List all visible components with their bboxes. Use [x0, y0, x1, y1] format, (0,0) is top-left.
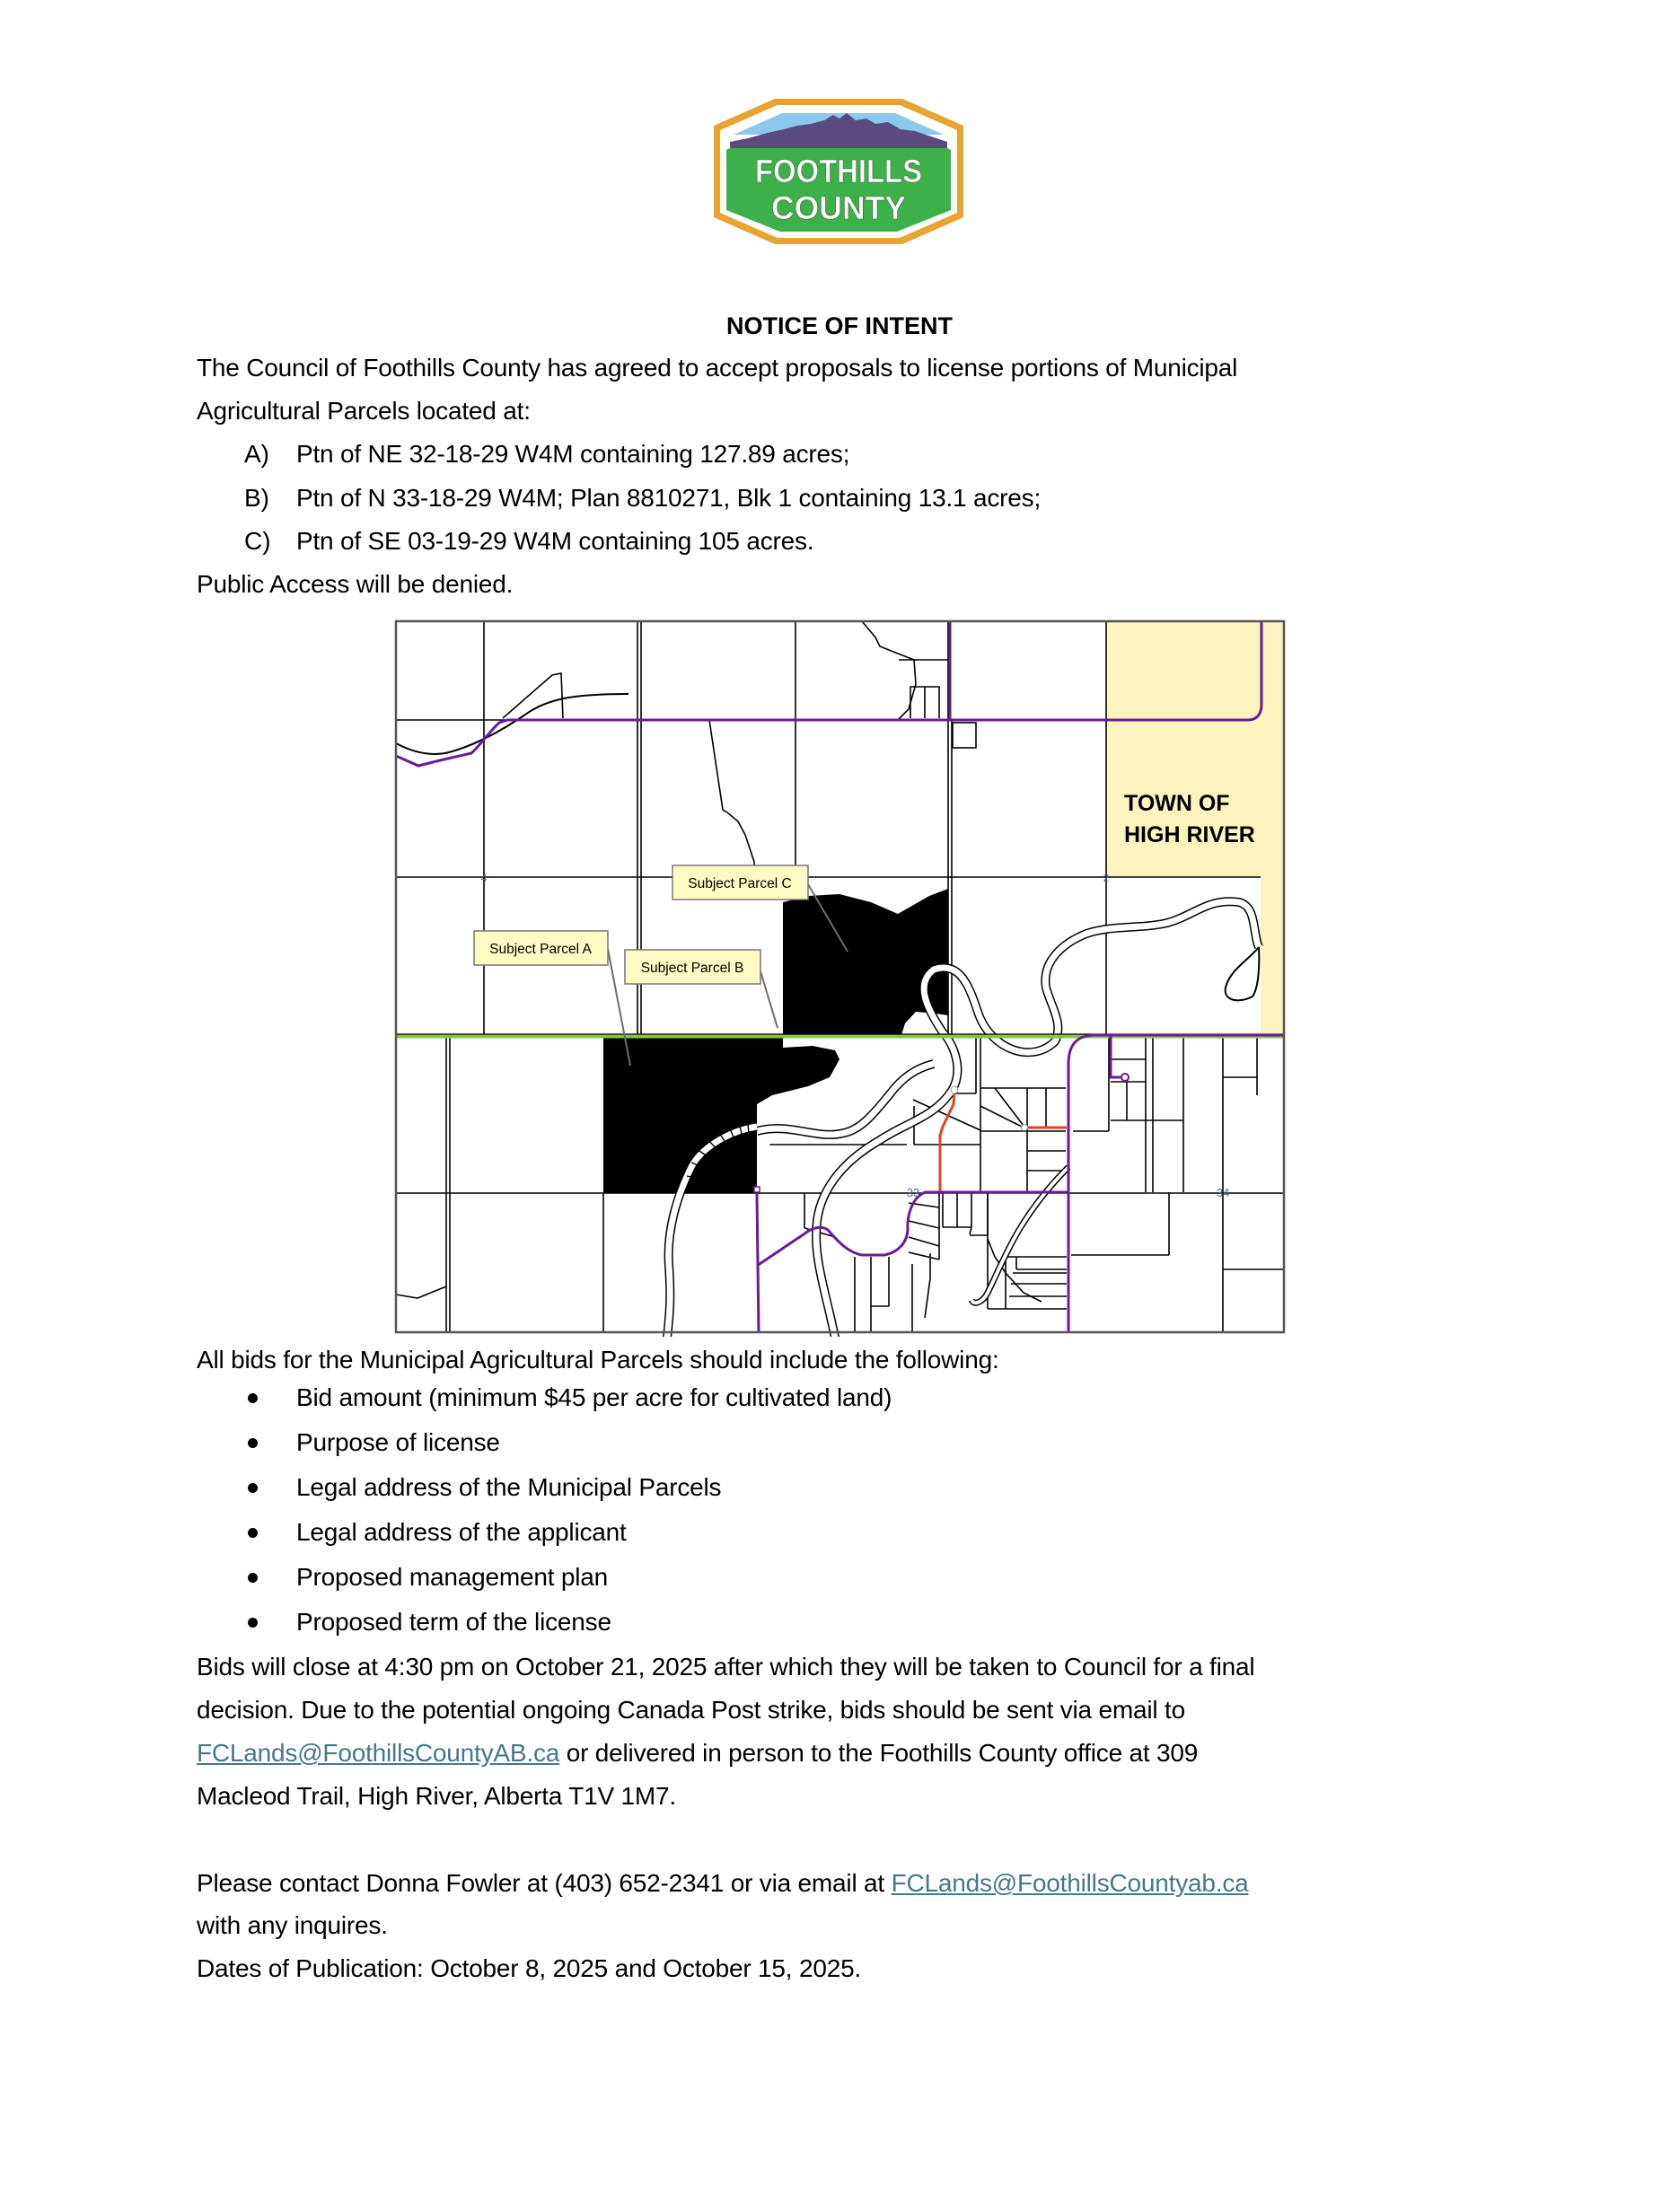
closing-line-2: decision. Due to the potential ongoing Canada Post strike, bids should be sent via email to — [197, 1696, 1185, 1724]
page-title: NOTICE OF INTENT — [726, 312, 953, 339]
bids-intro: All bids for the Municipal Agricultural Parcels should include the following: — [197, 1346, 999, 1374]
contact-line-1 — [197, 1868, 1249, 1899]
bullet-icon — [248, 1438, 258, 1448]
parcel-a-shape — [603, 1035, 757, 1193]
parcel-text-c: Ptn of SE 03-19-29 W4M containing 105 acres. — [296, 527, 814, 555]
requirement-item: Proposed term of the license — [296, 1608, 611, 1636]
bullet-icon — [248, 1483, 258, 1493]
section-number-33: 33 — [906, 1186, 920, 1199]
requirement-item: Legal address of the applicant — [296, 1518, 627, 1546]
callout-parcel-b-label: Subject Parcel B — [640, 961, 744, 976]
parcel-text-a: Ptn of NE 32-18-29 W4M containing 127.89 acres; — [296, 440, 850, 468]
intro-line-2: Agricultural Parcels located at: — [197, 397, 531, 425]
intro-line-1: The Council of Foothills County has agreed to accept proposals to license portions of Municipal — [197, 354, 1238, 382]
parcel-marker-c: C) — [244, 527, 271, 555]
town-label-line1: TOWN OF — [1124, 791, 1230, 816]
closing-line-3 — [197, 1738, 1198, 1769]
callout-parcel-c-label: Subject Parcel C — [688, 876, 792, 891]
bullet-icon — [248, 1573, 258, 1583]
contact-text: Please contact Donna Fowler at (403) 652-2341 or via email at — [197, 1869, 892, 1897]
closing-line-1: Bids will close at 4:30 pm on October 21, 2025 after which they will be taken to Council for a final — [197, 1653, 1255, 1681]
closing-line-3-text: or delivered in person to the Foothills County office at 309 — [559, 1739, 1199, 1767]
email-link-bids[interactable]: FCLands@FoothillsCountyAB.ca — [197, 1739, 560, 1767]
bullet-icon — [248, 1393, 258, 1403]
section-number-4: 4 — [480, 872, 488, 884]
closing-line-4: Macleod Trail, High River, Alberta T1V 1M7. — [197, 1782, 677, 1810]
requirement-item: Proposed management plan — [296, 1563, 608, 1591]
logo-text-line1: FOOTHILLS — [755, 153, 922, 189]
foothills-county-logo — [712, 97, 965, 246]
parcel-text-b: Ptn of N 33-18-29 W4M; Plan 8810271, Blk 1 containing 13.1 acres; — [296, 484, 1042, 512]
contact-line-2: with any inquires. — [197, 1911, 388, 1939]
email-link-contact[interactable]: FCLands@FoothillsCountyab.ca — [891, 1869, 1249, 1897]
callout-parcel-b — [625, 950, 760, 984]
parcel-marker-a: A) — [244, 440, 269, 468]
bullet-icon — [248, 1528, 258, 1538]
section-number-34: 34 — [1216, 1186, 1230, 1199]
publication-dates: Dates of Publication: October 8, 2025 and October 15, 2025. — [197, 1954, 862, 1982]
requirement-item: Bid amount (minimum $45 per acre for cultivated land) — [296, 1383, 892, 1411]
requirement-item: Purpose of license — [296, 1428, 500, 1456]
town-label-line2: HIGH RIVER — [1124, 822, 1255, 847]
section-number-2: 2 — [1103, 872, 1110, 884]
requirement-item: Legal address of the Municipal Parcels — [296, 1473, 722, 1501]
callout-parcel-c — [672, 865, 808, 900]
bullet-icon — [248, 1618, 258, 1628]
access-note: Public Access will be denied. — [197, 570, 514, 598]
callout-parcel-a-label: Subject Parcel A — [489, 942, 592, 957]
callout-parcel-a — [474, 931, 608, 965]
parcel-map — [391, 617, 1288, 1337]
parcel-marker-b: B) — [244, 484, 269, 512]
logo-text-line2: COUNTY — [771, 189, 906, 226]
